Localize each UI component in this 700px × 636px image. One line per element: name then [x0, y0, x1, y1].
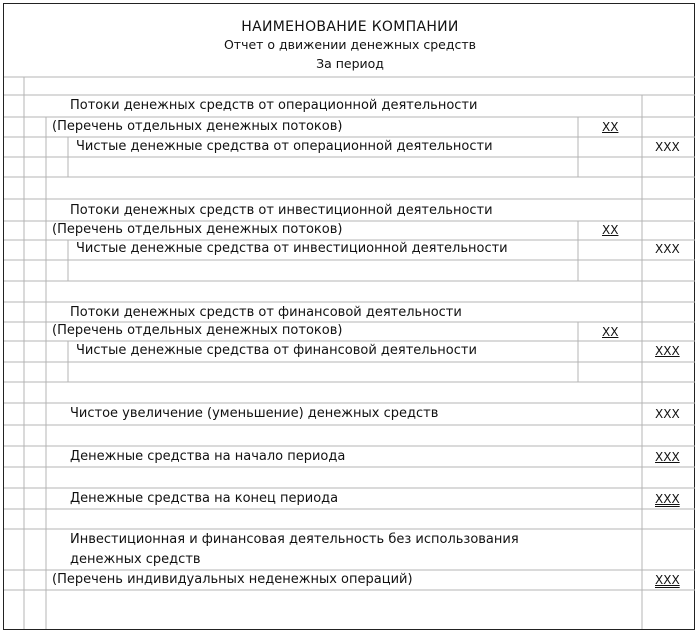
- investing-cashflow-list: (Перечень отдельных денежных потоков): [52, 222, 343, 237]
- financing-cashflow-list: (Перечень отдельных денежных потоков): [52, 323, 343, 338]
- financing-list-value: XX: [602, 325, 619, 339]
- net-change-label: Чистое увеличение (уменьшение) денежных средств: [70, 406, 439, 421]
- statement-title: Отчет о движении денежных средств: [223, 37, 477, 52]
- noncash-operations-list: (Перечень индивидуальных неденежных операций): [52, 572, 413, 587]
- company-name-title: НАИМЕНОВАНИЕ КОМПАНИИ: [241, 19, 459, 35]
- opening-balance-label: Денежные средства на начало периода: [70, 449, 346, 464]
- closing-balance-label: Денежные средства на конец периода: [70, 491, 339, 506]
- period-label: За период: [316, 56, 384, 71]
- operating-list-value: XX: [602, 120, 619, 134]
- investing-net-label: Чистые денежные средства от инвестиционной деятельности: [76, 241, 508, 256]
- noncash-heading-line2: денежных средств: [70, 552, 201, 567]
- operating-net-label: Чистые денежные средства от операционной деятельности: [76, 139, 493, 154]
- financing-heading: Потоки денежных средств от финансовой деятельности: [70, 305, 462, 320]
- net-change-value: XXX: [655, 407, 680, 421]
- noncash-heading-line1: Инвестиционная и финансовая деятельность без использования: [70, 532, 519, 547]
- closing-balance-value: XXX: [655, 492, 680, 506]
- noncash-list-value: XXX: [655, 573, 680, 587]
- investing-net-value: XXX: [655, 242, 680, 256]
- opening-balance-value: XXX: [655, 450, 680, 464]
- operating-heading: Потоки денежных средств от операционной деятельности: [70, 98, 478, 113]
- operating-net-value: XXX: [655, 140, 680, 154]
- investing-list-value: XX: [602, 223, 619, 237]
- financing-net-label: Чистые денежные средства от финансовой деятельности: [76, 343, 477, 358]
- investing-heading: Потоки денежных средств от инвестиционной деятельности: [70, 203, 493, 218]
- operating-cashflow-list: (Перечень отдельных денежных потоков): [52, 119, 343, 134]
- financing-net-value: XXX: [655, 344, 680, 358]
